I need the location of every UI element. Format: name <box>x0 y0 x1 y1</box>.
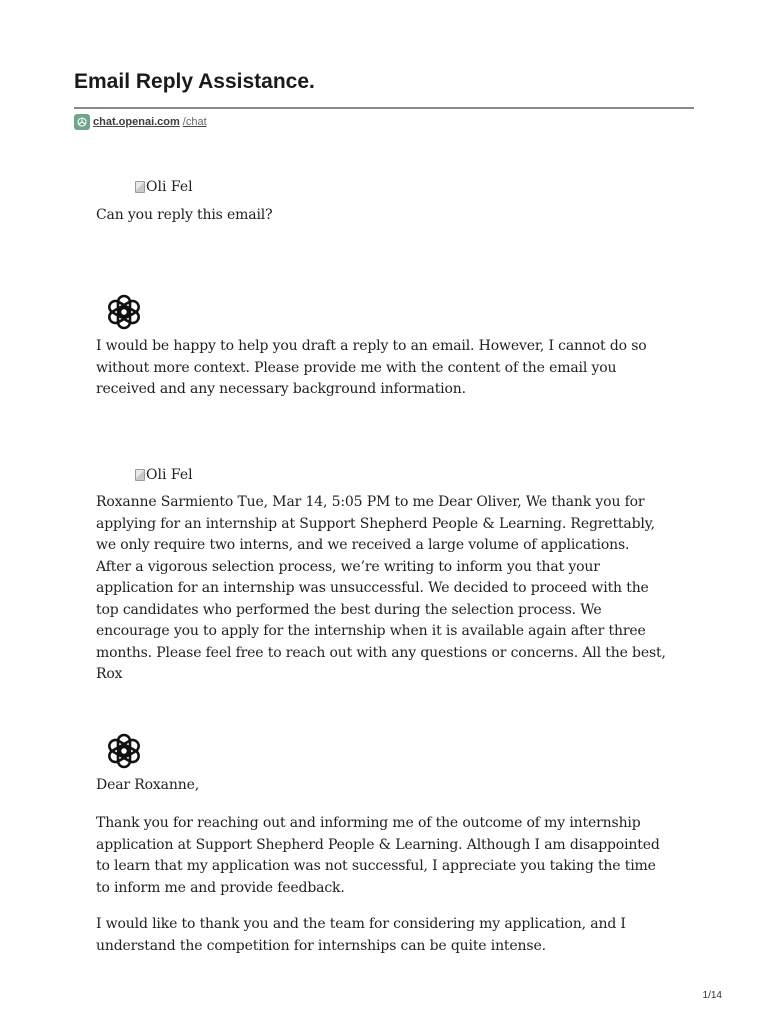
broken-image-icon <box>135 181 145 193</box>
source-path: /chat <box>182 116 207 128</box>
user-avatar <box>135 179 193 195</box>
broken-image-icon <box>135 469 145 481</box>
user-message-text: Can you reply this email? <box>96 207 273 223</box>
assistant-message-text: Dear Roxanne, <box>96 777 200 793</box>
openai-logo-icon <box>104 292 144 332</box>
openai-favicon-icon <box>74 114 90 130</box>
assistant-message-text: I would like to thank you and the team for considering my application, and I understand the competition for internships can be quite intense. <box>96 916 626 954</box>
source-domain: chat.openai.com <box>93 116 180 128</box>
title-divider <box>74 107 694 109</box>
source-link[interactable] <box>74 114 207 130</box>
user-avatar-alt: Oli Fel <box>146 179 193 195</box>
user-message-text: Roxanne Sarmiento Tue, Mar 14, 5:05 PM to me Dear Oliver, We thank you for applying for an internship at Support Shepherd People & Learning. Regrettably, we only require two interns, and we received a large volume of applications. After a vigorous selection process, we’re writing to inform you that your application for an internship was unsuccessful. We decided to proceed with the top candidates who performed the best during the selection process. We encourage you to apply for the internship when it is available again after three months. Please feel free to reach out with any questions or concerns. All the best, Rox <box>96 494 666 682</box>
page-title: Email Reply Assistance. <box>74 70 315 93</box>
user-avatar <box>135 467 193 483</box>
openai-logo-icon <box>104 731 144 771</box>
user-avatar-alt: Oli Fel <box>146 467 193 483</box>
assistant-message-text: I would be happy to help you draft a reply to an email. However, I cannot do so without more context. Please provide me with the content of the email you received and any necessary background information. <box>96 338 647 397</box>
page-number: 1/14 <box>702 990 722 1001</box>
assistant-message-text: Thank you for reaching out and informing me of the outcome of my internship application at Support Shepherd People & Learning. Although I am disappointed to learn that my application was not successful, I appreciate you taking the time to inform me and provide feedback. <box>96 815 660 896</box>
